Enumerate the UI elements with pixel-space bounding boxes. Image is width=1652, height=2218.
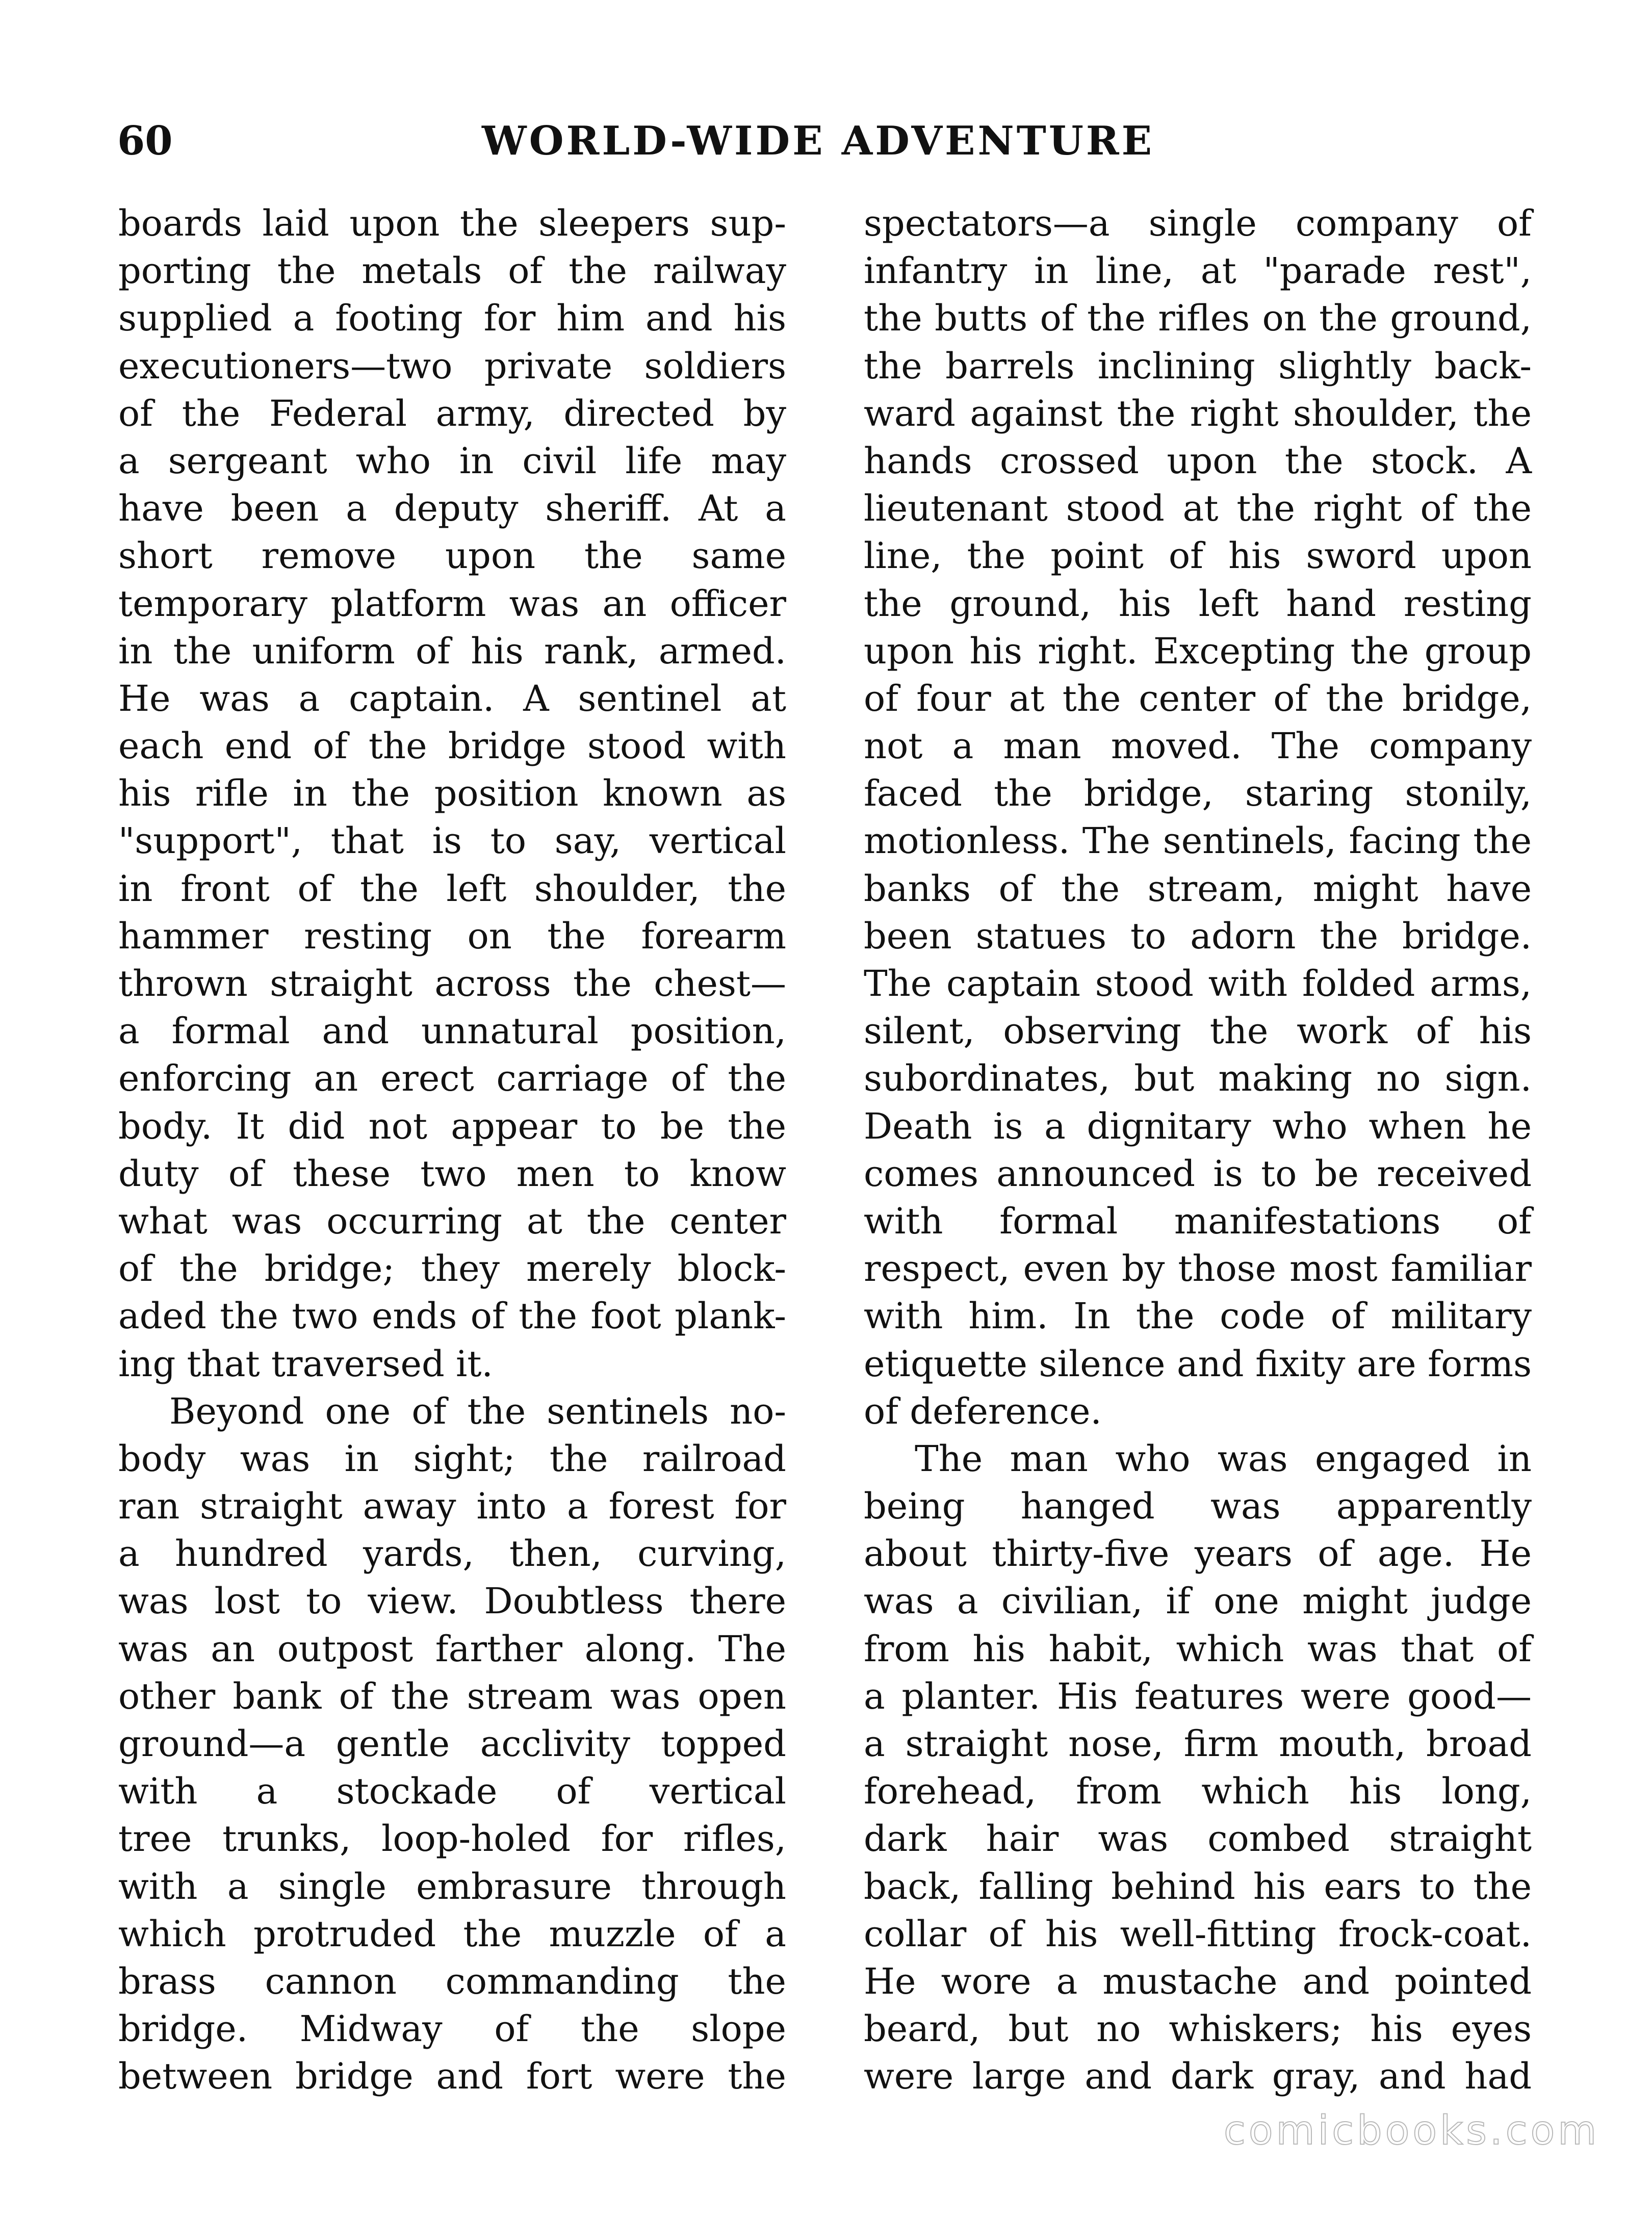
text-line: ward against the right shoulder, the xyxy=(864,392,1532,434)
text-line: other bank of the stream was open xyxy=(118,1675,786,1717)
text-line: executioners—two private soldiers xyxy=(118,345,786,387)
text-line: line, the point of his sword upon xyxy=(864,535,1532,577)
text-line: a hundred yards, then, curving, xyxy=(118,1533,786,1575)
watermark-logo: comicbooks.com xyxy=(1224,2108,1600,2154)
text-line: aded the two ends of the foot plank- xyxy=(118,1295,786,1337)
text-line: ground—a gentle acclivity topped xyxy=(118,1723,786,1765)
text-line: beard, but no whiskers; his eyes xyxy=(864,2008,1532,2050)
text-line: silent, observing the work of his xyxy=(864,1010,1532,1052)
text-line: "support", that is to say, vertical xyxy=(118,820,786,862)
text-line: of deference. xyxy=(864,1390,1102,1432)
text-line: infantry in line, at "parade rest", xyxy=(864,250,1532,292)
text-line: comes announced is to be received xyxy=(864,1152,1532,1195)
text-line: Beyond one of the sentinels no- xyxy=(169,1390,786,1432)
text-line: the ground, his left hand resting xyxy=(864,582,1532,625)
text-line: the butts of the rifles on the ground, xyxy=(864,297,1532,340)
text-line: tree trunks, loop-holed for rifles, xyxy=(118,1818,786,1860)
text-line: hands crossed upon the stock. A xyxy=(864,440,1532,482)
text-line: collar of his well-fitting frock-coat. xyxy=(864,1913,1532,1955)
text-line: between bridge and fort were the xyxy=(118,2055,786,2098)
text-line: of four at the center of the bridge, xyxy=(864,677,1532,719)
text-line: lieutenant stood at the right of the xyxy=(864,487,1532,530)
text-line: in the uniform of his rank, armed. xyxy=(118,630,786,672)
text-line: The captain stood with folded arms, xyxy=(864,963,1532,1004)
text-line: with him. In the code of military xyxy=(864,1295,1532,1337)
text-line: ran straight away into a forest for xyxy=(118,1485,786,1528)
text-line: in front of the left shoulder, the xyxy=(118,867,786,910)
text-line: a planter. His features were good— xyxy=(864,1675,1532,1717)
text-line: hammer resting on the forearm xyxy=(118,915,786,957)
right-text-column xyxy=(864,200,1532,2101)
left-text-column xyxy=(118,200,786,2101)
text-line: body was in sight; the railroad xyxy=(118,1437,786,1480)
text-line: his rifle in the position known as xyxy=(118,772,786,815)
text-line: temporary platform was an officer xyxy=(118,582,786,625)
text-line: forehead, from which his long, xyxy=(864,1770,1532,1813)
text-line: with a single embrasure through xyxy=(118,1865,786,1907)
page-number: 60 xyxy=(117,118,173,164)
text-line: have been a deputy sheriff. At a xyxy=(118,487,786,530)
text-line: of the Federal army, directed by xyxy=(118,392,786,434)
text-line: spectators—a single company of xyxy=(864,202,1532,244)
text-line: being hanged was apparently xyxy=(864,1485,1532,1528)
text-line: from his habit, which was that of xyxy=(864,1628,1532,1670)
text-line: back, falling behind his ears to the xyxy=(864,1865,1532,1907)
text-line: was a civilian, if one might judge xyxy=(864,1580,1532,1622)
text-line: each end of the bridge stood with xyxy=(118,725,786,767)
text-line: of the bridge; they merely block- xyxy=(118,1248,786,1290)
text-line: body. It did not appear to be the xyxy=(118,1105,786,1147)
text-line: bridge. Midway of the slope xyxy=(118,2008,786,2050)
text-line: supplied a footing for him and his xyxy=(118,297,786,340)
text-line: been statues to adorn the bridge. xyxy=(864,915,1532,957)
text-line: respect, even by those most familiar xyxy=(864,1248,1532,1290)
text-line: boards laid upon the sleepers sup- xyxy=(118,202,786,244)
text-line: motionless. The sentinels, facing the xyxy=(864,820,1532,862)
text-line: brass cannon commanding the xyxy=(118,1960,786,2002)
text-line: dark hair was combed straight xyxy=(864,1818,1532,1860)
text-line: with a stockade of vertical xyxy=(118,1770,786,1813)
text-line: The man who was engaged in xyxy=(915,1437,1532,1480)
text-line: about thirty-five years of age. He xyxy=(864,1533,1532,1575)
text-line: etiquette silence and fixity are forms xyxy=(864,1343,1532,1385)
text-line: subordinates, but making no sign. xyxy=(864,1058,1532,1100)
text-line: He was a captain. A sentinel at xyxy=(118,677,786,719)
text-line: Death is a dignitary who when he xyxy=(864,1105,1532,1147)
text-line: which protruded the muzzle of a xyxy=(118,1913,786,1955)
text-line: was lost to view. Doubtless there xyxy=(118,1580,786,1622)
text-line: not a man moved. The company xyxy=(864,725,1532,767)
text-line: faced the bridge, staring stonily, xyxy=(864,772,1532,815)
text-line: thrown straight across the chest— xyxy=(118,963,786,1004)
text-line: ing that traversed it. xyxy=(118,1343,493,1385)
text-line: the barrels inclining slightly back- xyxy=(864,345,1532,387)
text-line: enforcing an erect carriage of the xyxy=(118,1058,786,1100)
text-line: what was occurring at the center xyxy=(118,1200,786,1242)
text-line: with formal manifestations of xyxy=(864,1200,1532,1242)
text-line: a straight nose, firm mouth, broad xyxy=(864,1723,1532,1765)
text-line: upon his right. Excepting the group xyxy=(864,630,1532,672)
text-line: a sergeant who in civil life may xyxy=(118,440,786,482)
text-line: was an outpost farther along. The xyxy=(118,1628,786,1670)
text-line: banks of the stream, might have xyxy=(864,867,1532,910)
text-line: were large and dark gray, and had xyxy=(864,2055,1532,2098)
text-line: He wore a mustache and pointed xyxy=(864,1960,1532,2002)
text-line: a formal and unnatural position, xyxy=(118,1010,786,1052)
text-line: duty of these two men to know xyxy=(118,1152,786,1195)
running-title: WORLD-WIDE ADVENTURE xyxy=(482,118,1155,164)
text-line: porting the metals of the railway xyxy=(118,250,786,292)
text-line: short remove upon the same xyxy=(118,535,786,577)
